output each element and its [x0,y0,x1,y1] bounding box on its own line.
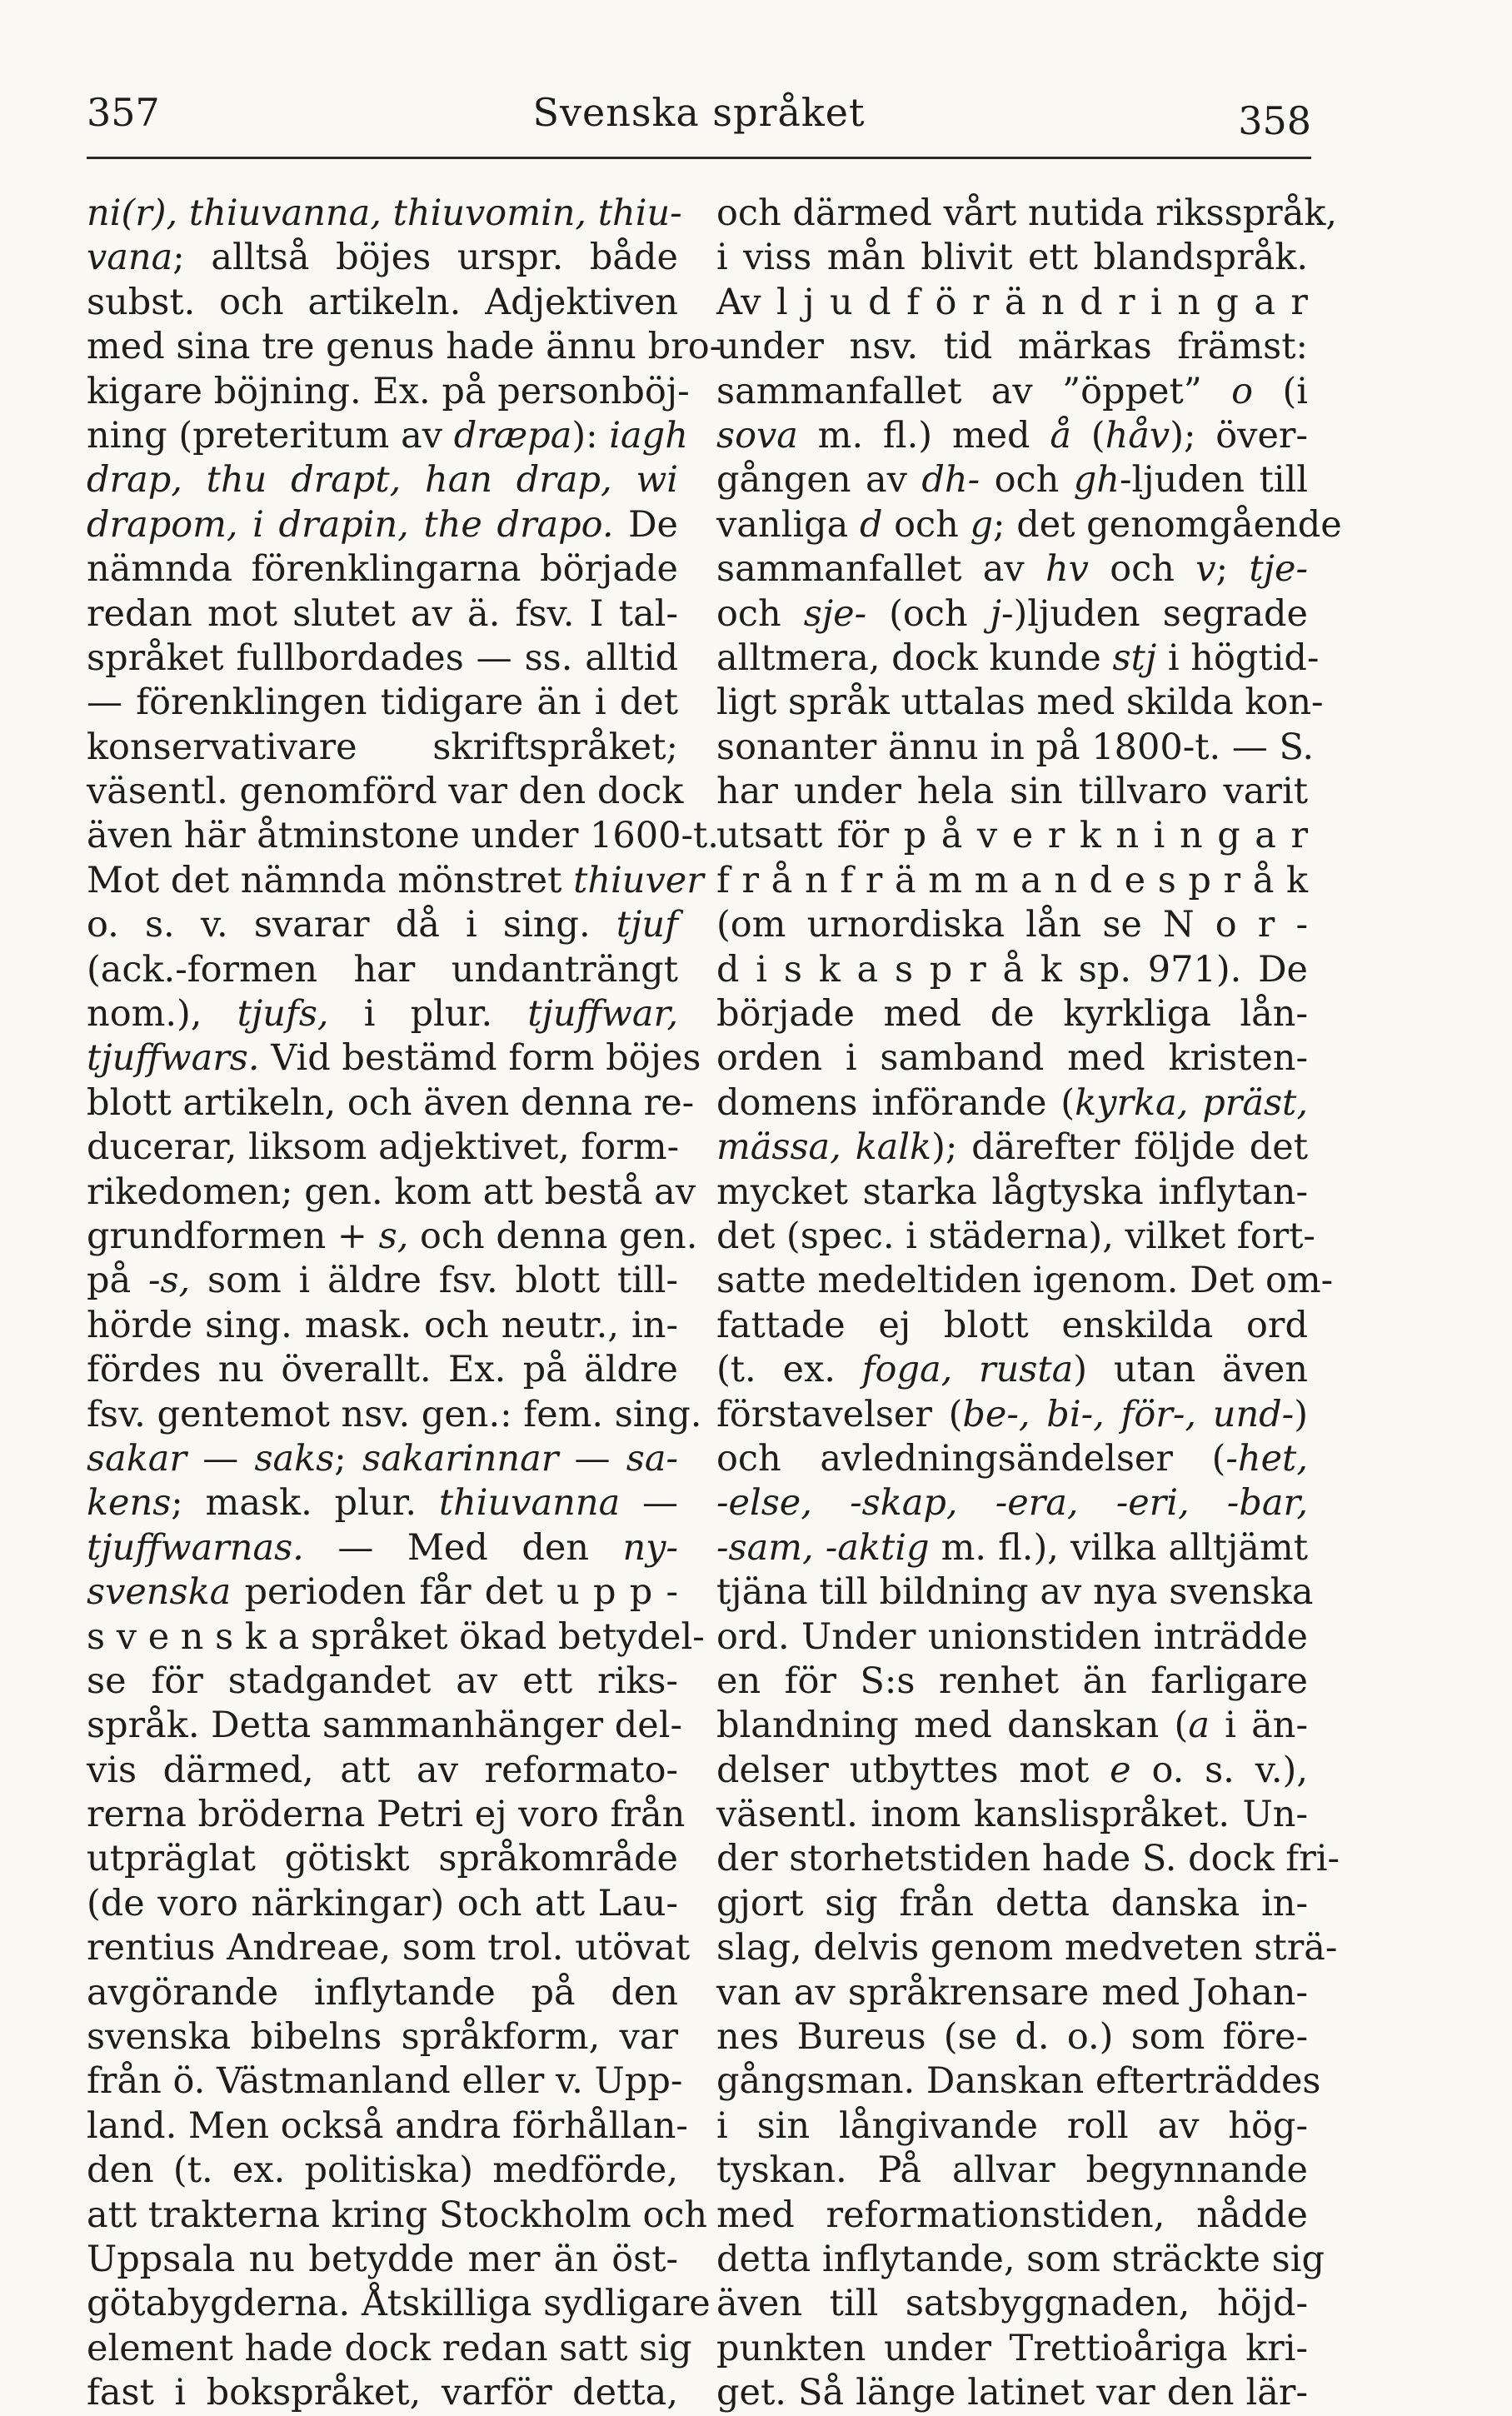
italic-text: -s, [147,1260,191,1302]
italic-text: sa- [626,1437,679,1480]
text-line [87,2194,708,2238]
text-line [716,414,1308,458]
text-run: väsentl. inom kanslispråket. Un- [716,1794,1308,1836]
italic-text: dh- [921,459,981,502]
text-run: mycket starka lågtyska inflytan- [716,1171,1308,1213]
text-run: i högtid- [1156,636,1320,679]
text-run: språket fullbordades — ss. alltid [87,636,678,679]
text-line [87,1749,678,1793]
text-line [716,2104,1308,2149]
text-line [716,1081,1308,1126]
text-run: ; [1215,548,1250,591]
text-run: fsv. gentemot nsv. gen.: fem. sing. [87,1393,702,1435]
italic-text: svenska [87,1571,232,1614]
text-run: i viss mån blivit ett blandspråk. [716,237,1308,279]
text-run: delser utbyttes mot [716,1749,1110,1791]
text-line [716,770,1308,814]
text-run: utsatt för p å v e r k n i n g a r [716,815,1308,857]
text-run: ; [334,1437,362,1480]
italic-text: iagh [609,414,688,457]
text-run: punkten under Trettioåriga kri- [716,2327,1308,2369]
italic-text: -het, [1225,1437,1308,1480]
text-run: satte medeltiden igenom. Det om- [716,1260,1334,1302]
text-run: ducerar, liksom adjektivet, form- [87,1126,680,1169]
text-run: rerna bröderna Petri ej voro från [87,1794,686,1836]
text-run: domens införande ( [716,1081,1075,1124]
text-run: ; mask. plur. [171,1482,439,1525]
text-line [716,859,1308,903]
text-run: och [882,503,971,546]
text-run: och [716,592,804,635]
text-run: van av språkrensare med Johan- [716,1971,1308,2014]
text-run: ; det genomgående [993,503,1342,546]
text-run: som i äldre fsv. blott till- [190,1260,678,1302]
text-column-right [716,192,1342,2416]
text-run: m. fl.) med [797,414,1050,457]
text-line [87,992,678,1036]
text-run: förstavelser ( [716,1393,963,1435]
text-run: land. Men också andra förhållan- [87,2104,688,2147]
text-line [87,859,704,903]
text-run: nes Bureus (se d. o.) som före- [716,2016,1308,2059]
text-run: med reformationstiden, nådde [716,2194,1308,2236]
italic-text: dræpa [453,414,572,457]
text-line [716,547,1308,592]
text-line [87,1481,678,1525]
text-line [716,1837,1340,1881]
text-column-left [87,192,722,2416]
italic-text: tjuf [616,904,678,946]
text-run: ) utan även [1073,1349,1308,1391]
italic-text: sakarinnar [362,1437,559,1480]
text-line [87,1171,696,1215]
text-line [87,726,678,770]
text-run: subst. och artikeln. Adjektiven [87,281,678,323]
text-run: även här åtminstone under 1600-t. [87,815,719,857]
running-header [87,90,1311,148]
text-line [87,1215,698,1259]
text-line [716,1126,1308,1170]
text-line [87,1660,678,1704]
text-run: blott artikeln, och även denna re- [87,1081,695,1124]
italic-text: s, [378,1215,409,1257]
text-run: (i [1253,370,1309,412]
text-run: grundformen + [87,1215,379,1257]
text-run: har under hela sin tillvaro varit [716,771,1308,813]
italic-text: gh [1073,459,1120,502]
text-line [87,1526,678,1570]
text-line [716,192,1338,236]
text-run: d i s k a s p r å k sp. 971). De [716,948,1308,991]
italic-text: drapom, i drapin, the drapo. [87,503,614,546]
page-number-left: 357 [87,90,160,135]
text-run: — [620,1482,679,1525]
text-run: under nsv. tid märkas främst: [716,326,1308,368]
text-run: orden i samband med kristen- [716,1037,1308,1080]
text-line [87,1882,678,1926]
text-run: (om urnordiska lån se N o r - [716,904,1308,946]
text-line [716,1481,1308,1525]
text-run: alltmera, dock kunde [716,636,1113,679]
text-line [87,2238,678,2282]
italic-text: kens [87,1482,172,1525]
text-line [87,814,719,858]
text-run: Vid bestämd form böjes [259,1037,701,1080]
text-line [87,903,678,947]
text-line [87,1837,678,1881]
page-number-right: 358 [1238,98,1311,143]
text-line [716,903,1308,947]
text-line [87,370,690,414]
text-run: detta inflytande, som sträckte sig [716,2238,1325,2280]
italic-text: o [1231,370,1254,412]
text-line [716,1036,1308,1081]
text-line [716,1615,1308,1660]
italic-text: sakar [87,1437,187,1480]
text-run: — förenklingen tidigare än i det [87,681,678,724]
text-run: (ack.-formen har undanträngt [87,948,678,991]
italic-text: be-, bi-, för-, und- [962,1393,1295,1435]
italic-text: a [1188,1705,1210,1747]
italic-text: g [970,503,994,546]
text-run: se för stadgandet av ett riks- [87,1660,678,1702]
text-run: avgörande inflytande på den [87,1971,678,2014]
text-run: rikedomen; gen. kom att bestå av [87,1171,696,1213]
italic-text: ny- [622,1526,678,1569]
text-run: ord. Under unionstiden inträdde [716,1615,1308,1658]
text-run: språk. Detta sammanhänger del- [87,1705,683,1747]
text-run: att trakterna kring Stockholm och [87,2194,708,2236]
text-line [87,414,688,458]
text-line [716,1704,1308,1748]
text-line [87,1393,702,1437]
text-run: konservativare skriftspråket; [87,726,678,768]
text-run: Mot det nämnda mönstret [87,859,574,901]
text-run: sammanfallet av [716,548,1045,591]
text-run: fast i bokspråket, varför detta, [87,2372,678,2414]
italic-text: tjuffwar, [527,993,678,1036]
text-line [87,1348,678,1392]
text-line [716,1793,1308,1837]
text-run: den (t. ex. politiska) medförde, [87,2149,678,2192]
text-line [716,1660,1308,1704]
text-run: i sin långivande roll av hög- [716,2104,1308,2147]
text-run: gjort sig från detta danska in- [716,1882,1308,1924]
text-run: element hade dock redan satt sig [87,2327,692,2369]
italic-text: ni(r), thiuvanna, thiuvomin, thiu- [87,192,682,234]
text-line [87,1704,683,1748]
text-line [716,458,1308,502]
italic-text: stj [1112,636,1157,679]
text-run: kigare böjning. Ex. på personböj- [87,370,690,412]
text-run: o. s. v.), [1130,1749,1308,1791]
text-line [716,2282,1308,2326]
text-run: — Med den [303,1526,623,1569]
text-line [87,325,722,369]
text-run: ): [571,414,610,457]
text-line [87,192,682,236]
italic-text: tjuffwarnas. [87,1526,304,1569]
text-run: ; alltså böjes urspr. både [172,237,678,279]
text-line [87,1615,705,1660]
text-run: nämnda förenklingarna började [87,548,678,591]
text-line [87,2371,678,2415]
text-line [716,1348,1308,1392]
italic-text: hv [1045,548,1089,591]
text-run: ligt språk uttalas med skilda kon- [716,681,1324,724]
italic-text: håv [1105,414,1170,457]
text-run: tyskan. På allvar begynnande [716,2149,1308,2192]
text-line [716,1215,1315,1259]
text-run: väsentl. genomförd var den dock [87,771,684,813]
text-run: (och [866,592,991,635]
text-line [87,1926,691,1970]
text-line [716,1749,1308,1793]
text-run: även till satsbyggnaden, höjd- [716,2283,1308,2325]
italic-text: å [1050,414,1072,457]
text-line [716,681,1324,725]
italic-text: vana [87,237,173,279]
text-line [87,681,678,725]
text-line [716,726,1315,770]
text-line [716,1971,1308,2015]
text-run: utpräglat götiskt språkområde [87,1838,678,1880]
text-line [716,1304,1308,1348]
text-line [87,1259,678,1303]
header-rule [87,157,1311,159]
text-run: — [558,1437,626,1480]
text-run: hörde sing. mask. och neutr., in- [87,1304,678,1346]
text-run: (t. ex. [716,1349,862,1391]
text-run: fattade ej blott enskilda ord [716,1304,1308,1346]
text-run: på [87,1260,148,1302]
text-line [716,503,1342,547]
text-line [87,1971,678,2015]
italic-text: drap, thu drapt, han drap, wi [87,459,678,502]
text-run: det (spec. i städerna), vilket fort- [716,1215,1315,1257]
text-line [716,2149,1308,2193]
italic-text: d [859,503,883,546]
italic-text: e [1110,1749,1131,1791]
text-run: tjäna till bildning av nya svenska [716,1571,1314,1614]
text-run: Av l j u d f ö r ä n d r i n g a r [716,281,1308,323]
text-line [716,2194,1308,2238]
text-line [87,1437,678,1481]
text-run: -)ljuden segrade [1001,592,1309,635]
text-run: perioden får det u p p - [231,1571,678,1614]
text-run: och [1088,548,1196,591]
text-run: ) [1294,1393,1308,1435]
text-line [716,992,1308,1036]
italic-text: mässa, kalk [716,1126,932,1169]
text-line [716,2371,1308,2415]
text-line [716,2238,1325,2282]
text-line [87,2015,678,2059]
text-run: fördes nu överallt. Ex. på äldre [87,1349,678,1391]
text-line [87,1036,701,1081]
italic-text: thiuvanna [438,1482,621,1525]
text-run: i än- [1209,1705,1309,1747]
text-line [716,1437,1308,1481]
text-line [716,592,1308,636]
text-run: ( [1071,414,1105,457]
text-run: ); över- [1170,414,1308,457]
text-run: o. s. v. svarar då i sing. [87,904,616,946]
text-line [716,1926,1338,1970]
text-run: vis därmed, att av reformato- [87,1749,678,1791]
italic-text: tjufs, [237,993,329,1036]
text-line [716,2059,1321,2104]
text-line [87,2327,692,2371]
italic-text: foga, rusta [861,1349,1074,1391]
italic-text: v [1195,548,1216,591]
text-run: (de voro närkingar) och att Lau- [87,1882,678,1924]
text-line [87,281,678,325]
text-run: sammanfallet av ”öppet” [716,370,1232,412]
italic-text: tje- [1249,548,1308,591]
text-run: rentius Andreae, som trol. utövat [87,1927,691,1969]
text-line [716,236,1308,280]
text-line [716,1570,1314,1615]
text-run: började med de kyrkliga lån- [716,993,1308,1036]
text-run: De [613,503,679,546]
text-run: och [980,459,1074,502]
text-line [87,2149,678,2193]
text-run: ); därefter följde det [931,1126,1308,1169]
text-line [87,236,678,280]
text-run: -ljuden till [1120,459,1308,502]
text-line [716,948,1308,992]
text-run: en för S:s renhet än farligare [716,1660,1308,1702]
text-line [716,370,1308,414]
text-run: götabygderna. Åtskilliga sydligare [87,2283,711,2325]
text-line [716,2015,1308,2059]
text-run: redan mot slutet av ä. fsv. I tal- [87,592,678,635]
italic-text: tjuffwars. [87,1037,260,1080]
text-run: i plur. [328,993,528,1036]
text-line [87,1570,678,1615]
text-line [87,1304,678,1348]
text-run: och därmed vårt nutida riksspråk, [716,192,1338,234]
text-run: svenska bibelns språkform, var [87,2016,678,2059]
text-line [716,814,1308,858]
text-run: ning (preteritum av [87,414,454,457]
text-run: der storhetstiden hade S. dock fri- [716,1838,1340,1880]
text-line [716,1882,1308,1926]
text-line [87,2059,683,2104]
text-run: från ö. Västmanland eller v. Upp- [87,2060,683,2103]
text-run: nom.), [87,993,237,1036]
text-line [87,1081,695,1126]
text-run: med sina tre genus hade ännu bro- [87,326,722,368]
text-line [87,636,678,681]
text-run: blandning med danskan ( [716,1705,1189,1747]
text-run: och avledningsändelser ( [716,1437,1226,1480]
italic-text: kyrka, präst, [1075,1081,1308,1124]
text-line [87,2104,688,2149]
text-line [87,547,678,592]
italic-text: sje- [803,592,867,635]
text-line [716,1526,1308,1570]
text-line [87,1793,686,1837]
text-run: gången av [716,459,922,502]
italic-text: j [990,592,1001,635]
text-line [716,2327,1308,2371]
text-line [716,325,1308,369]
text-line [87,458,678,502]
text-run: get. Så länge latinet var den lär- [716,2372,1308,2414]
text-run: s v e n s k a språket ökad betydel- [87,1615,705,1658]
text-line [716,1259,1334,1303]
italic-text: sova [716,414,798,457]
text-line [716,1393,1308,1437]
text-run: och denna gen. [408,1215,698,1257]
page-title: Svenska språket [532,90,866,135]
text-run: — [186,1437,255,1480]
text-line [716,636,1320,681]
text-run: sonanter ännu in på 1800-t. — S. [716,726,1315,768]
text-line [716,281,1308,325]
text-run: slag, delvis genom medveten strä- [716,1927,1338,1969]
italic-text: -sam, -aktig [716,1526,930,1569]
text-line [87,1126,678,1170]
text-run: vanliga [716,503,860,546]
text-line [87,503,678,547]
text-line [87,948,678,992]
italic-text: thiuver [573,859,704,901]
text-run: f r å n f r ä m m a n d e s p r å k [716,859,1308,901]
text-line [87,770,684,814]
text-run: Uppsala nu betydde mer än öst- [87,2238,678,2280]
text-line [87,2282,711,2326]
text-run: gångsman. Danskan efterträddes [716,2060,1321,2103]
text-line [87,592,678,636]
text-run: m. fl.), vilka alltjämt [929,1526,1308,1569]
text-line [716,1171,1308,1215]
italic-text: saks [254,1437,335,1480]
italic-text: -else, -skap, -era, -eri, -bar, [716,1482,1308,1525]
